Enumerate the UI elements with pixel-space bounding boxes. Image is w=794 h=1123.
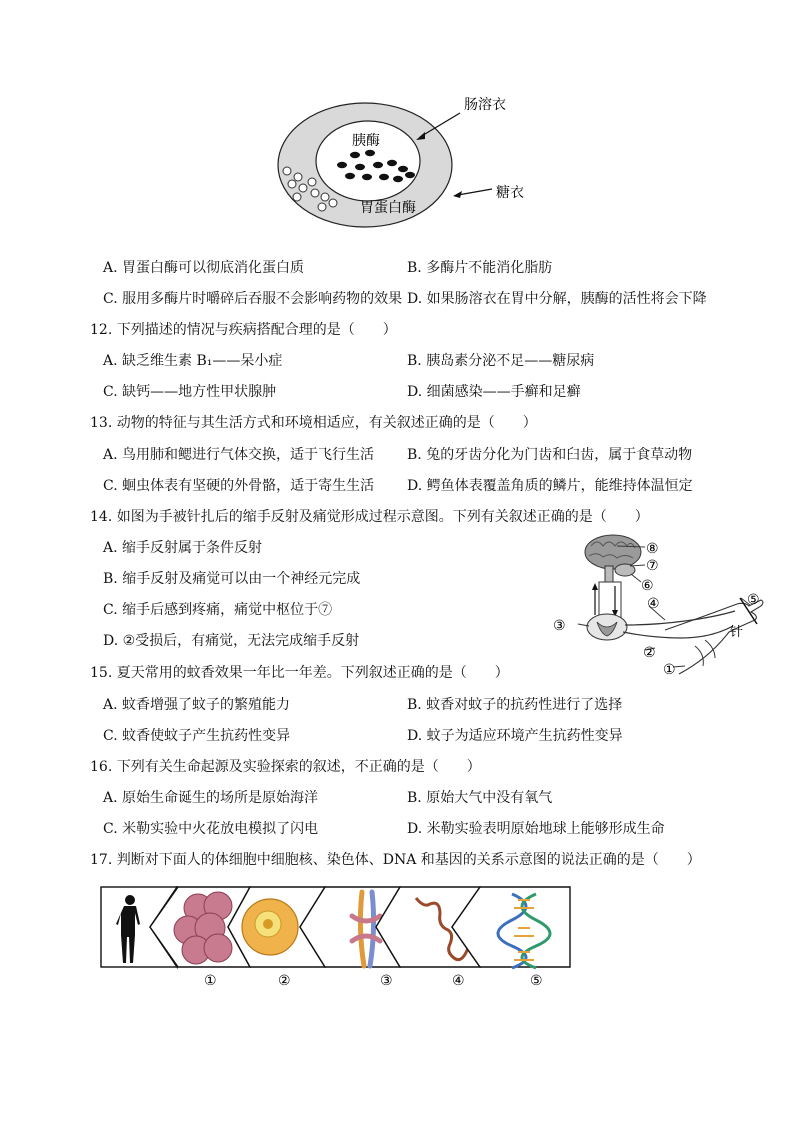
q16-option-d: D. 米勒实验表明原始地球上能够形成生命 <box>407 821 665 837</box>
q11-option-b: B. 多酶片不能消化脂肪 <box>407 260 553 276</box>
label-sugar-coating: 糖衣 <box>496 185 524 201</box>
q16-stem: 16. 下列有关生命起源及实验探索的叙述，不正确的是（ ） <box>90 759 481 775</box>
q14-option-d: D. ②受损后，有痛觉，无法完成缩手反射 <box>103 633 360 649</box>
q14-option-a: A. 缩手反射属于条件反射 <box>103 540 263 556</box>
q17-marker-2: ② <box>278 973 291 989</box>
q16-option-b: B. 原始大气中没有氧气 <box>407 790 553 806</box>
marker-8: ⑧ <box>646 541 659 557</box>
q15-option-d: D. 蚊子为适应环境产生抗药性变异 <box>407 728 623 744</box>
q12-option-b: B. 胰岛素分泌不足——糖尿病 <box>407 353 595 369</box>
reflex-diagram <box>545 530 775 680</box>
q11-option-c: C. 服用多酶片时嚼碎后吞服不会影响药物的效果 <box>103 291 403 307</box>
q12-option-d: D. 细菌感染——手癣和足癣 <box>407 384 581 400</box>
q13-option-d: D. 鳄鱼体表覆盖角质的鳞片，能维持体温恒定 <box>407 478 693 494</box>
q17-marker-1: ① <box>204 973 217 989</box>
q15-option-b: B. 蚊香对蚊子的抗药性进行了选择 <box>407 697 623 713</box>
q13-stem: 13. 动物的特征与其生活方式和环境相适应，有关叙述正确的是（ ） <box>90 415 537 431</box>
q15-option-a: A. 蚊香增强了蚊子的繁殖能力 <box>103 697 291 713</box>
label-pancreatin: 胰酶 <box>352 133 380 149</box>
q12-option-a: A. 缺乏维生素 B₁——呆小症 <box>103 353 283 369</box>
cell-chromosome-dna-diagram <box>100 886 590 990</box>
q14-option-c: C. 缩手后感到疼痛，痛觉中枢位于⑦ <box>103 602 333 618</box>
q13-option-a: A. 鸟用肺和鳃进行气体交换，适于飞行生活 <box>103 447 375 463</box>
q16-option-c: C. 米勒实验中火花放电模拟了闪电 <box>103 821 319 837</box>
q11-option-d: D. 如果肠溶衣在胃中分解，胰酶的活性将会下降 <box>407 291 707 307</box>
q17-stem: 17. 判断对下面人的体细胞中细胞核、染色体、DNA 和基因的关系示意图的说法正确的是（ ） <box>90 852 701 868</box>
marker-5: ⑤ <box>747 592 760 608</box>
q12-stem: 12. 下列描述的情况与疾病搭配合理的是（ ） <box>90 322 397 338</box>
arrowhead-sugar <box>453 191 462 198</box>
pill-diagram <box>270 85 530 235</box>
marker-4: ④ <box>647 596 660 612</box>
q14-option-b: B. 缩手反射及痛觉可以由一个神经元完成 <box>103 571 361 587</box>
q14-stem: 14. 如图为手被针扎后的缩手反射及痛觉形成过程示意图。下列有关叙述正确的是（ ） <box>90 509 649 525</box>
label-pepsin: 胃蛋白酶 <box>360 200 416 216</box>
needle-label: 针 <box>730 625 744 640</box>
q13-option-c: C. 蛔虫体表有坚硬的外骨骼，适于寄生生活 <box>103 478 375 494</box>
marker-6: ⑥ <box>641 578 654 594</box>
marker-2: ② <box>643 645 656 661</box>
q16-option-a: A. 原始生命诞生的场所是原始海洋 <box>103 790 319 806</box>
q15-option-c: C. 蚊香使蚊子产生抗药性变异 <box>103 728 291 744</box>
q17-marker-4: ④ <box>452 973 465 989</box>
marker-1: ① <box>663 662 676 678</box>
cell-icon <box>242 899 298 955</box>
marker-3: ③ <box>553 618 566 634</box>
label-enteric-coating: 肠溶衣 <box>464 97 506 113</box>
q13-option-b: B. 兔的牙齿分化为门齿和臼齿，属于食草动物 <box>407 447 693 463</box>
q11-option-a: A. 胃蛋白酶可以彻底消化蛋白质 <box>103 260 305 276</box>
q17-marker-3: ③ <box>380 973 393 989</box>
q15-stem: 15. 夏天常用的蚊香效果一年比一年差。下列叙述正确的是（ ） <box>90 665 509 681</box>
q12-option-c: C. 缺钙——地方性甲状腺肿 <box>103 384 277 400</box>
q17-marker-5: ⑤ <box>530 973 543 989</box>
marker-7: ⑦ <box>646 558 659 574</box>
